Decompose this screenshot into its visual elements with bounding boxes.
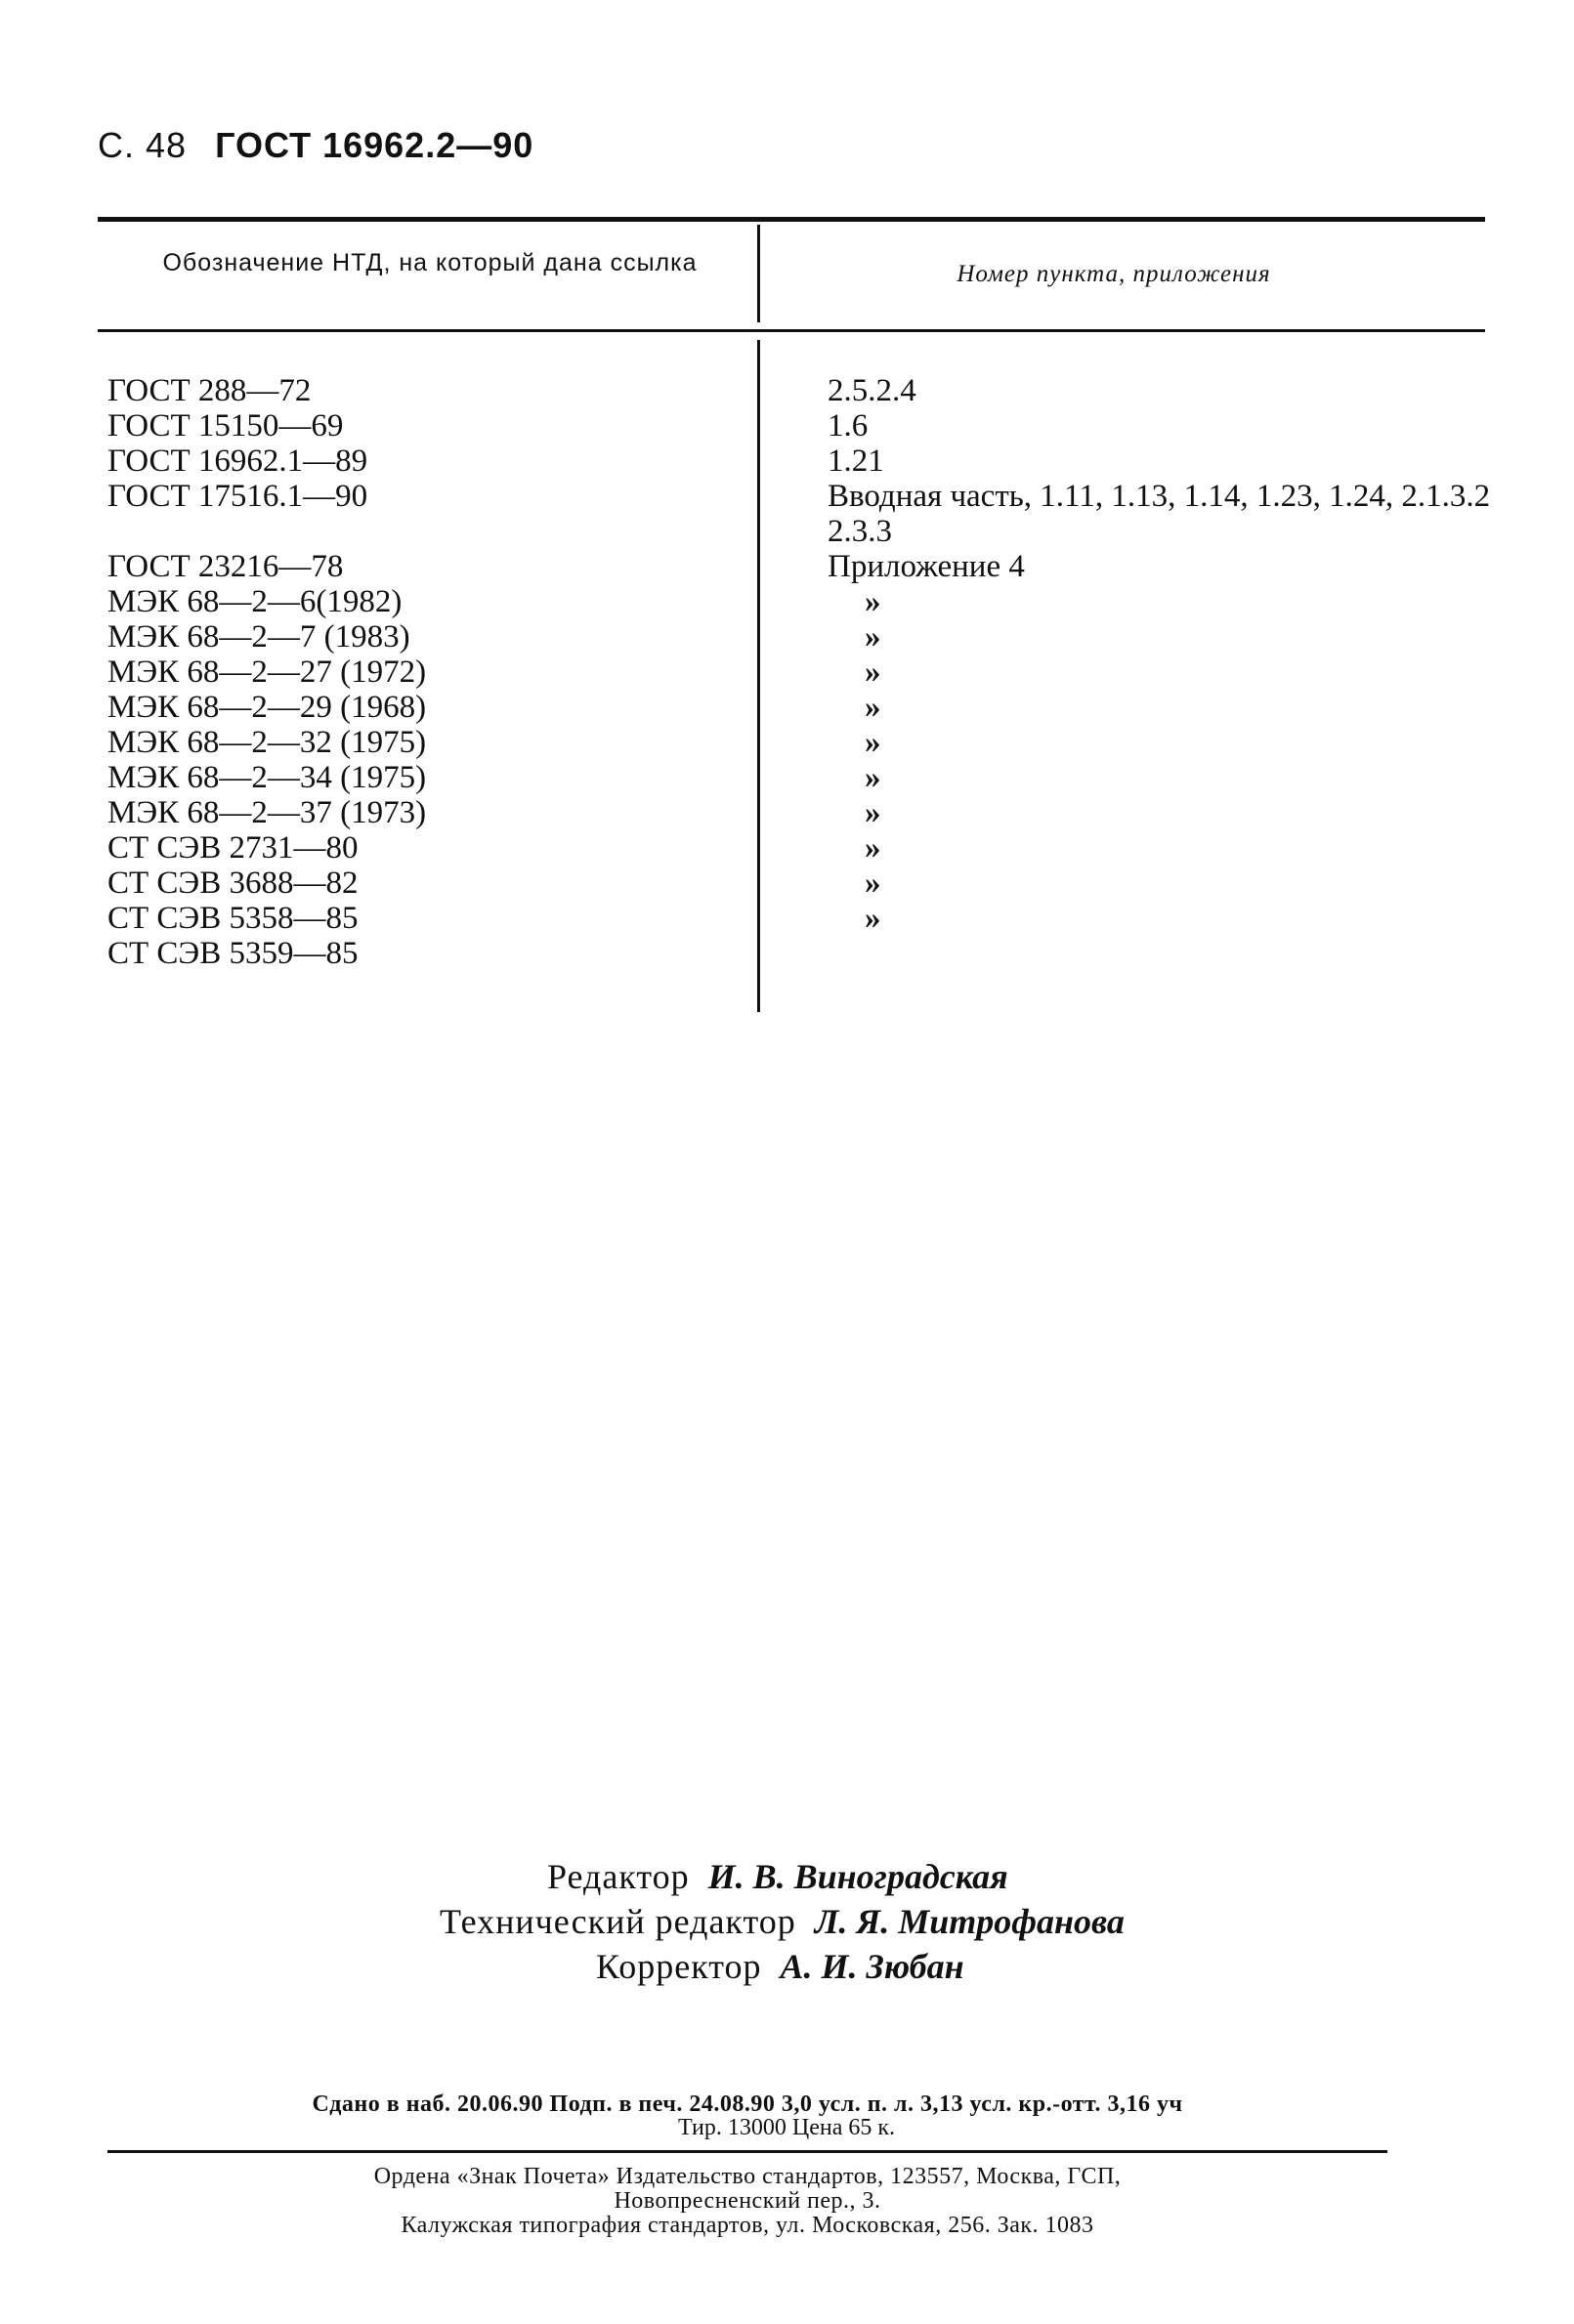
imprint-line-2: Тир. 13000 Цена 65 к. [677,2115,896,2140]
editor-credit [420,1854,1299,1899]
publisher-line-3: Калужская типография стандартов, ул. Московская, 256. Зак. 1083 [401,2213,1094,2238]
table-row-ref: 2.3.3 [828,514,892,549]
imprint-rule [107,2150,1387,2153]
tech-editor-credit [420,1899,1299,1944]
publisher-info [107,2165,1387,2238]
table-header-rule [98,329,1485,332]
page-number: С. 48 [98,125,188,165]
editor-name: И. В. Виноградская [707,1857,1008,1896]
table-row-code: МЭК 68—2—32 (1975) [107,725,427,760]
ditto-mark: » [865,725,881,760]
table-row-code: МЭК 68—2—37 (1973) [107,795,427,830]
table-header-divider [757,225,760,322]
table-row-code: МЭК 68—2—6(1982) [107,584,403,619]
table-row-ref: 1.21 [828,444,884,479]
ditto-mark: » [865,760,881,795]
table-row-code: МЭК 68—2—27 (1972) [107,655,427,690]
ditto-mark: » [865,619,881,655]
corrector-credit [420,1944,1299,1989]
credits-block [420,1854,1299,1989]
ditto-mark: » [865,830,881,866]
page-header [98,125,533,166]
ditto-mark: » [865,655,881,690]
table-row-ref: Приложение 4 [828,549,1025,584]
table-row-ref: 2.5.2.4 [828,373,916,408]
table-row-code: СТ СЭВ 5358—85 [107,901,359,936]
document-column [107,373,733,971]
table-row-ref: Вводная часть, 1.11, 1.13, 1.14, 1.23, 1.24, 2.1.3.2 [828,479,1491,514]
table-row-code: ГОСТ 17516.1—90 [107,479,368,514]
table-body-divider [757,340,760,1012]
publisher-line-2: Новопресненский пер., 3. [614,2188,881,2214]
table-row-code: СТ СЭВ 2731—80 [107,830,359,866]
standard-designation: ГОСТ 16962.2—90 [215,125,534,165]
table-row-ref: 1.6 [828,408,869,444]
publisher-line-1: Ордена «Знак Почета» Издательство стандартов, 123557, Москва, ГСП, [373,2164,1122,2189]
table-row-code: МЭК 68—2—29 (1968) [107,690,427,725]
corrector-name: А. И. Зюбан [780,1947,964,1986]
table-row-code: СТ СЭВ 3688—82 [107,866,359,901]
ditto-mark: » [865,901,881,936]
column-header-document: Обозначение НТД, на который дана ссылка [162,249,698,276]
table-row-code: ГОСТ 15150—69 [107,408,344,444]
table-row-code: ГОСТ 288—72 [107,373,312,408]
ditto-mark: » [865,584,881,619]
ditto-mark: » [865,690,881,725]
tech-editor-role: Технический редактор [440,1902,796,1941]
print-imprint [107,2092,1387,2139]
column-header-clause: Номер пункта, приложения [957,261,1271,287]
table-row-code: МЭК 68—2—34 (1975) [107,760,427,795]
clause-column [828,373,1492,936]
ditto-mark: » [865,795,881,830]
table-row-code: ГОСТ 23216—78 [107,549,344,584]
reference-table [98,217,1491,1018]
corrector-role: Корректор [596,1947,762,1986]
editor-role: Редактор [547,1857,690,1896]
table-row-spacer [107,514,733,549]
table-top-rule [98,217,1485,222]
ditto-mark: » [865,866,881,901]
imprint-line-1: Сдано в наб. 20.06.90 Подп. в печ. 24.08.90 3,0 усл. п. л. 3,13 усл. кр.-отт. 3,16 уч [312,2092,1183,2117]
table-row-code: СТ СЭВ 5359—85 [107,936,359,971]
tech-editor-name: Л. Я. Митрофанова [814,1902,1125,1941]
table-row-code: ГОСТ 16962.1—89 [107,444,368,479]
table-row-code: МЭК 68—2—7 (1983) [107,619,410,655]
